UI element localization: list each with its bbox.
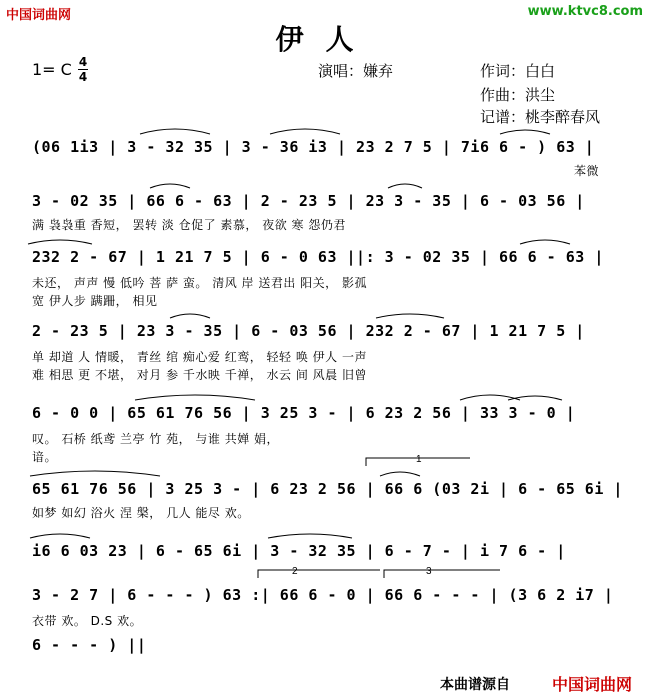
- lyric-line-5-2: 谙。: [32, 450, 58, 464]
- song-title: 伊人: [275, 23, 376, 56]
- lyric-line-8-1: 衣带 欢。 D.S 欢。: [32, 614, 143, 628]
- notation-system-3: 232 2 - 67 | 1 21 7 5 | 6 - 0 63 ||: 3 - 02 35 | 66 6 - 63 |: [32, 248, 604, 266]
- lyric-line-1-1: 苯微: [574, 164, 600, 178]
- slur-mark: [500, 130, 550, 134]
- key-signature: 1= C: [32, 60, 72, 79]
- notation-system-4: 2 - 23 5 | 23 3 - 35 | 6 - 03 56 | 232 2 - 67 | 1 21 7 5 |: [32, 322, 585, 340]
- slur-mark: [30, 534, 90, 538]
- notation-system-1: (06 1i3 | 3 - 32 35 | 3 - 36 i3 | 23 2 7 5 | 7i6 6 - ) 63 |: [32, 138, 595, 156]
- volta-label-3: 3: [426, 566, 432, 577]
- slur-mark: [508, 396, 562, 400]
- meter-top: 4: [78, 55, 88, 69]
- slur-mark: [520, 240, 570, 244]
- slur-mark: [376, 314, 444, 318]
- lyric-line-3-2: 宽 伊人步 蹒跚， 相见: [32, 294, 158, 308]
- slur-mark: [28, 240, 92, 244]
- volta-label-2: 2: [292, 566, 298, 577]
- lyric-line-2-1: 满 袅袅重 香短， 罢转 淡 仓促了 素慕， 夜欲 寒 怨仍君: [32, 218, 346, 232]
- notation-system-8: 3 - 2 7 | 6 - - - ) 63 :| 66 6 - 0 | 66 6 - - - | (3 6 2 i7 |: [32, 586, 614, 604]
- lyric-line-6-1: 如梦 如幻 浴火 涅 槃， 几人 能尽 欢。: [32, 506, 250, 520]
- notation-system-2: 3 - 02 35 | 66 6 - 63 | 2 - 23 5 | 23 3 - 35 | 6 - 03 56 |: [32, 192, 585, 210]
- notation-system-5: 6 - 0 0 | 65 61 76 56 | 3 25 3 - | 6 23 2 56 | 33 3 - 0 |: [32, 404, 576, 422]
- slur-mark: [150, 184, 190, 188]
- slur-mark: [140, 129, 210, 134]
- slur-mark: [388, 184, 422, 188]
- notation-system-6: 65 61 76 56 | 3 25 3 - | 6 23 2 56 | 66 6 (03 2i | 6 - 65 6i |: [32, 480, 623, 498]
- composer-credit: 作曲：洪尘: [480, 86, 556, 104]
- volta-label-1: 1: [416, 454, 422, 465]
- slur-mark: [135, 395, 255, 400]
- lyricist-credit: 作词：白白: [480, 62, 556, 80]
- source-label: 本曲谱源自: [440, 677, 510, 693]
- volta-bracket-2: [258, 570, 380, 578]
- singer-credit: 演唱：嫌弃: [318, 62, 394, 80]
- notation-system-9: 6 - - - ) ||: [32, 636, 147, 654]
- site-watermark-left: 中国词曲网: [6, 8, 72, 23]
- slur-mark: [268, 534, 352, 538]
- slur-mark: [170, 314, 210, 318]
- transcriber-credit: 记谱：桃李醉春风: [480, 108, 601, 126]
- meter-bottom: 4: [78, 70, 88, 84]
- lyric-line-5-1: 叹。 石桥 纸鸢 兰亭 竹 苑， 与谁 共婵 娟，: [32, 432, 280, 446]
- lyric-line-4-1: 单 却道 人 情暖， 青丝 绾 痴心爱 红鸾， 轻轻 唤 伊人 一声: [32, 350, 367, 364]
- volta-bracket-3: [384, 570, 500, 578]
- site-watermark-right: www.ktvc8.com: [527, 4, 643, 19]
- slur-mark: [380, 472, 420, 476]
- lyric-line-3-1: 未还， 声声 慢 低吟 菩 萨 蛮。 清风 岸 送君出 阳关， 影孤: [32, 276, 367, 290]
- slur-mark: [270, 129, 340, 134]
- source-brand: 中国词曲网: [552, 675, 633, 694]
- notation-system-7: i6 6 03 23 | 6 - 65 6i | 3 - 32 35 | 6 - 7 - | i 7 6 - |: [32, 542, 566, 560]
- slur-mark: [30, 471, 160, 476]
- lyric-line-4-2: 难 相思 更 不堪， 对月 参 千水映 千禅， 水云 间 风晨 旧曾: [32, 368, 367, 382]
